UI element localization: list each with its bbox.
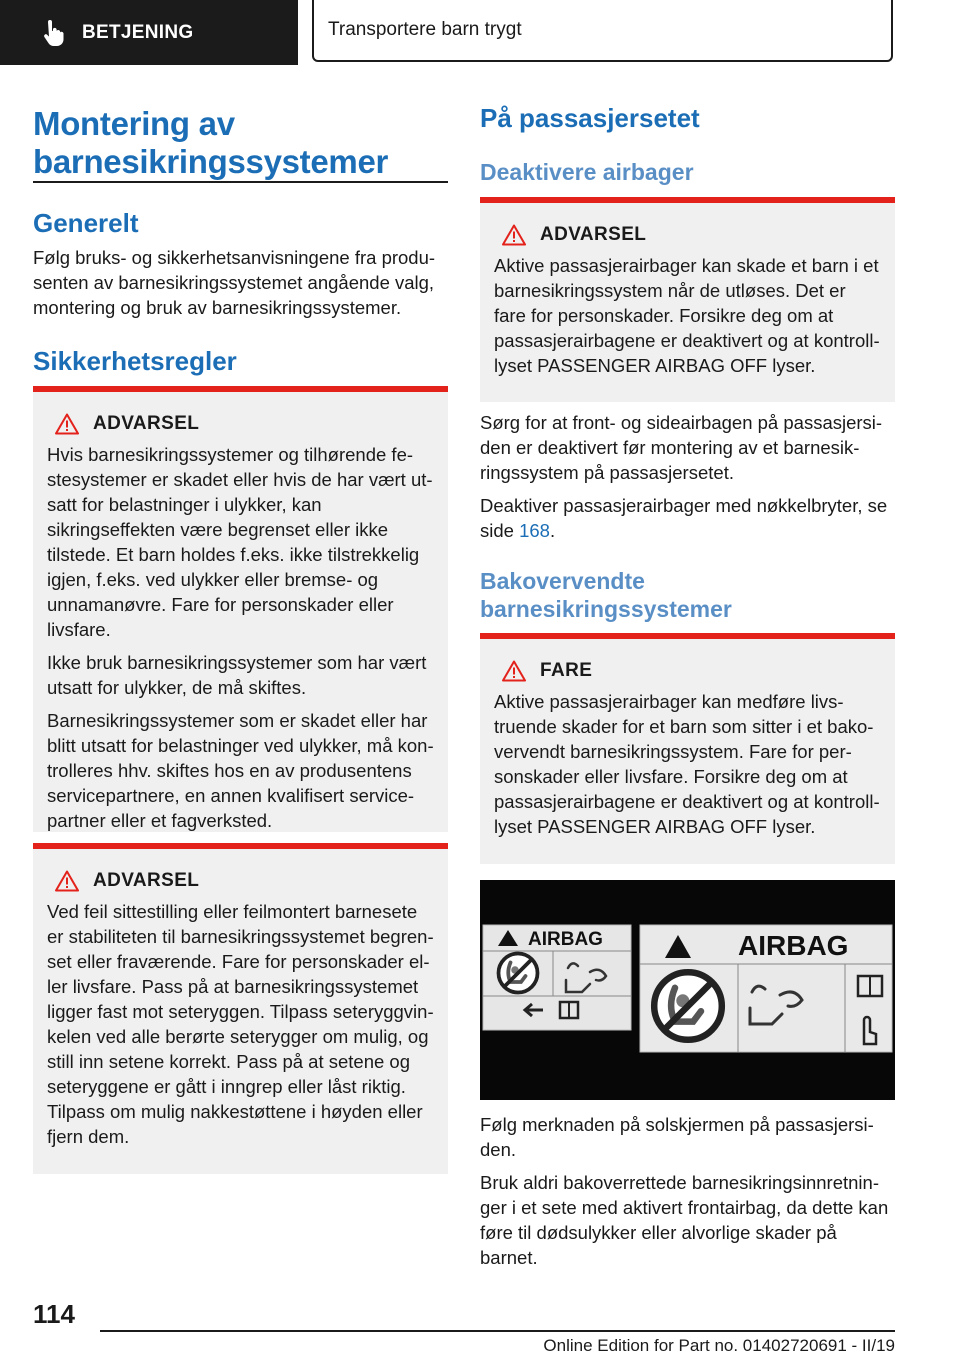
warning-box-2 (33, 843, 448, 1174)
deaktivere-heading: Deaktivere airbager (480, 159, 694, 185)
airbag-paragraph-1: Sørg for at front- og sideairbagen på passasjersiden er deaktivert før montering av et barnesikringssystem på passasjersetet. (480, 412, 883, 483)
para2-suffix: . (549, 520, 556, 541)
page-number: 114 (33, 1299, 75, 1329)
section-tab (0, 0, 298, 65)
danger-title (494, 657, 881, 685)
generelt-heading: Generelt (33, 208, 139, 238)
topic-header (312, 0, 893, 62)
warning-triangle-icon (55, 413, 79, 435)
page-title (33, 105, 388, 181)
page-title-line1: Montering av (33, 105, 235, 142)
airbag-label-illustration (480, 880, 895, 1100)
warning-triangle-icon (502, 224, 526, 246)
bakovervendte-line2: barnesikringssystemer (480, 596, 732, 622)
warning-triangle-icon (502, 660, 526, 682)
airbag-label-small-text: AIRBAG (528, 929, 603, 950)
footer-divider (100, 1330, 895, 1332)
warning-paragraph: Ved feil sittestilling eller feilmontert barnesete er stabiliteten til barnesikringssystemet begrenset eller fraværende. Fare for personskader eller livsfare. Pass på at barnesikringssystemet ligger fast mot seteryggen. Tilpass seteryggvinkelen ved alle berørte seterygger om mulig, og still inn setene korrekt. Pass på at setene og seteryggene er gått i inngrep eller låst riktig. Tilpass om mulig nakkestøttene i høyden eller fjern dem. (47, 901, 434, 1147)
danger-label: FARE (540, 660, 593, 681)
warning-label: ADVARSEL (540, 224, 647, 245)
edition-text: Online Edition for Part no. 01402720691 - II/19 (543, 1336, 895, 1355)
danger-box (480, 633, 895, 864)
warning-triangle-icon (55, 870, 79, 892)
page-title-line2: barnesikringssystemer (33, 143, 389, 180)
danger-paragraph: Aktive passasjerairbager kan medføre livstruende skader for et barn som sitter i et bakovervendt barnesikringssystem. Fare for personskader eller livsfare. Forsikre deg om at passasjerairbagene er deaktivert og at kontrolllyset PASSENGER AIRBAG OFF lyser. (494, 691, 880, 837)
sikkerhetsregler-heading: Sikkerhetsregler (33, 346, 237, 376)
never-rearward-paragraph: Bruk aldri bakoverrettede barnesikringsinnretninger i et sete med aktivert frontairbag, da dette kan føre til dødsulykker eller alvorlige skader på barnet. (480, 1172, 889, 1268)
warning-paragraph: Barnesikringssystemer som er skadet eller har blitt utsatt for belastninger ved ulykker, må kontrolleres hhv. skiftes hos en av produsentens servicepartnere, en annen kvalifisert servicepartner eller et fagverksted. (47, 710, 434, 831)
topic-label: Transportere barn trygt (328, 19, 522, 40)
bakovervendte-heading (480, 567, 732, 623)
warning-paragraph: Hvis barnesikringssystemer og tilhørende festesystemer er skadet eller hvis de har vært utsatt for belastninger i ulykker, kan sikringseffekten være begrenset eller ikke tilstede. Et barn holdes f.eks. ikke tilstrekkelig igjen, f.eks. ved ulykker eller bremse- og unnamanøvre. Fare for personskader eller livsfare. (47, 444, 433, 640)
airbag-label-image (480, 880, 895, 1100)
pointing-hand-icon (40, 20, 66, 46)
airbag-label-large-text: AIRBAG (738, 930, 849, 961)
airbag-paragraph-2 (480, 493, 898, 543)
title-divider (33, 181, 448, 183)
warning-paragraph: Aktive passasjerairbager kan skade et barn i et barnesikringssystem når de utløses. Det er fare for personskader. Forsikre deg om at passasjerairbagene er deaktivert og at kontroll-lyset PASSENGER AIRBAG OFF lyser. (494, 255, 880, 376)
section-label: BETJENING (82, 21, 194, 43)
passasjersetet-heading: På passasjersetet (480, 103, 700, 133)
warning-label: ADVARSEL (93, 413, 200, 434)
warning-title (494, 221, 881, 249)
warning-box-1 (33, 386, 448, 832)
warning-title (47, 410, 434, 438)
warning-label: ADVARSEL (93, 870, 200, 891)
sunvisor-paragraph: Følg merknaden på solskjermen på passasjersiden. (480, 1114, 874, 1160)
bakovervendte-line1: Bakovervendte (480, 568, 645, 594)
warning-paragraph: Ikke bruk barnesikringssystemer som har vært utsatt for ulykker, de må skiftes. (47, 652, 427, 698)
warning-title (47, 867, 434, 895)
generelt-text: Følg bruks- og sikkerhetsanvisningene fra produsenten av barnesikringssystemet angående valg, montering og bruk av barnesikringssystemer. (33, 247, 436, 318)
warning-box-3 (480, 197, 895, 402)
page-reference-link[interactable]: 168 (519, 520, 550, 541)
para2-text: Deaktiver passasjerairbager med nøkkelbryter, se side (480, 495, 888, 541)
